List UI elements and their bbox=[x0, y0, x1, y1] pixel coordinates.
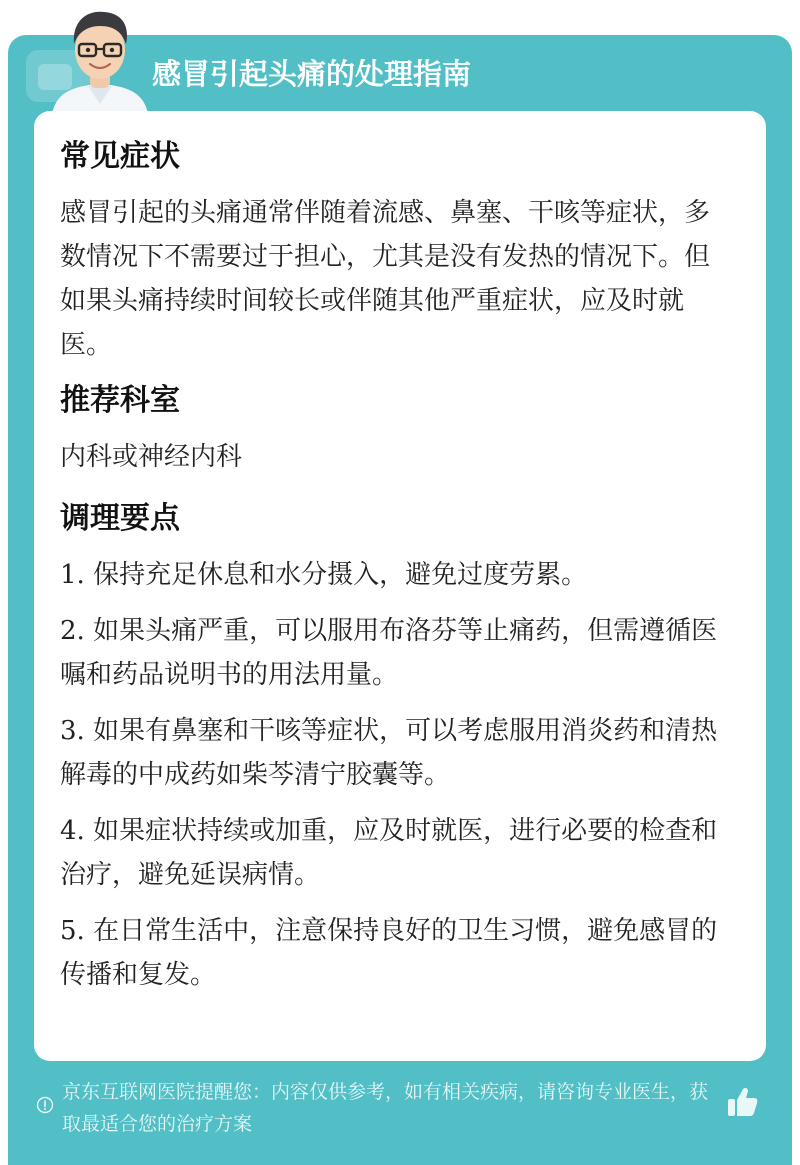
care-item-number: 1. bbox=[60, 560, 85, 590]
card-content bbox=[60, 133, 730, 1009]
care-item-number: 5. bbox=[60, 916, 85, 946]
care-item-text: 保持充足休息和水分摄入，避免过度劳累。 bbox=[93, 560, 588, 590]
department-text: 内科或神经内科 bbox=[60, 442, 243, 472]
content-card bbox=[34, 111, 766, 1061]
care-item-number: 3. bbox=[60, 716, 85, 746]
info-circle-icon bbox=[36, 1096, 54, 1114]
care-item-text: 在日常生活中，注意保持良好的卫生习惯，避免感冒的传播和复发。 bbox=[60, 916, 718, 990]
care-item-text: 如果头痛严重，可以服用布洛芬等止痛药，但需遵循医嘱和药品说明书的用法用量。 bbox=[60, 616, 718, 690]
care-item-text: 如果症状持续或加重，应及时就医，进行必要的检查和治疗，避免延误病情。 bbox=[60, 816, 718, 890]
thumbs-up-icon[interactable] bbox=[724, 1084, 760, 1120]
care-item bbox=[60, 909, 730, 997]
care-item-number: 4. bbox=[60, 816, 85, 846]
symptoms-text: 感冒引起的头痛通常伴随着流感、鼻塞、干咳等症状，多数情况下不需要过于担心，尤其是没有发热的情况下。但如果头痛持续时间较长或伴随其他严重症状，应及时就医。 bbox=[60, 198, 711, 360]
page-title: 感冒引起头痛的处理指南 bbox=[152, 57, 472, 91]
care-item bbox=[60, 809, 730, 897]
care-heading: 调理要点 bbox=[60, 501, 180, 536]
symptoms-heading: 常见症状 bbox=[60, 139, 180, 174]
care-item-number: 2. bbox=[60, 616, 85, 646]
care-item bbox=[60, 553, 730, 597]
doctor-avatar bbox=[48, 4, 152, 114]
disclaimer-text: 京东互联网医院提醒您：内容仅供参考，如有相关疾病，请咨询专业医生，获取最适合您的治疗方案 bbox=[62, 1081, 709, 1135]
department-heading: 推荐科室 bbox=[60, 383, 180, 418]
care-item bbox=[60, 609, 730, 697]
care-item-text: 如果有鼻塞和干咳等症状，可以考虑服用消炎药和清热解毒的中成药如柴芩清宁胶囊等。 bbox=[60, 716, 718, 790]
care-item bbox=[60, 709, 730, 797]
